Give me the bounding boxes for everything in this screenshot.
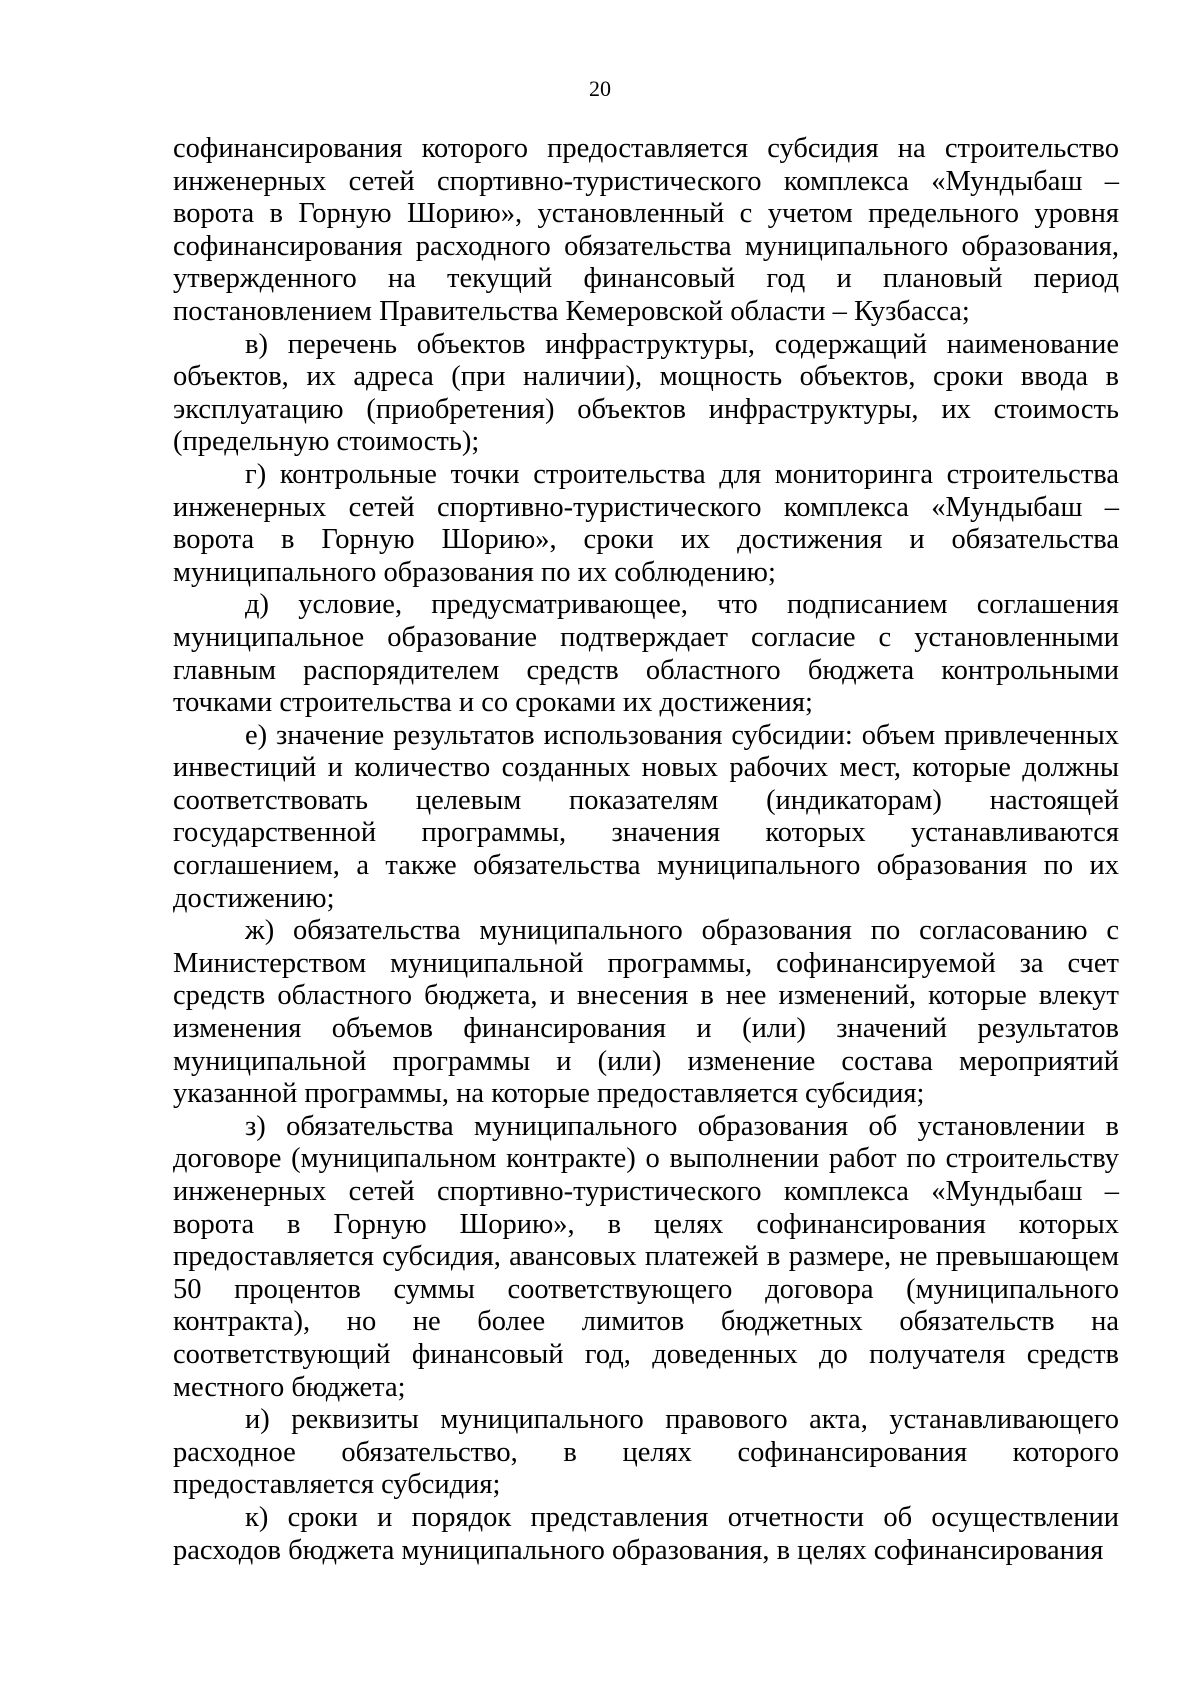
paragraph-item-z: з) обязательства муниципального образования об установлении в договоре (муниципальном контракте) о выполнении работ по строительству инженерных сетей спортивно-туристического комплекса «Мундыбаш – ворота в Горную Шорию», в целях софинансирования которых предоставляется субсидия, авансовых платежей в размере, не превышающем 50 процентов суммы соответствующего договора (муниципального контракта), но не более лимитов бюджетных обязательств на соответствующий финансовый год, доведенных до получателя средств местного бюджета; (173, 1110, 1119, 1403)
paragraph-item-v: в) перечень объектов инфраструктуры, содержащий наименование объектов, их адреса (при наличии), мощность объектов, сроки ввода в эксплуатацию (приобретения) объектов инфраструктуры, их стоимость (предельную стоимость); (173, 328, 1119, 458)
paragraph-item-d: д) условие, предусматривающее, что подписанием соглашения муниципальное образование подтверждает согласие с установленными главным распорядителем средств областного бюджета контрольными точками строительства и со сроками их достижения; (173, 589, 1119, 719)
paragraph-continuation: софинансирования которого предоставляется субсидия на строительство инженерных сетей спортивно-туристического комплекса «Мундыбаш – ворота в Горную Шорию», установленный с учетом предельного уровня софинансирования расходного обязательства муниципального образования, утвержденного на текущий финансовый год и плановый период постановлением Правительства Кемеровской области – Кузбасса; (173, 133, 1119, 327)
paragraph-item-zh: ж) обязательства муниципального образования по согласованию с Министерством муниципальной программы, софинансируемой за счет средств областного бюджета, и внесения в нее изменений, которые влекут изменения объемов финансирования и (или) значений результатов муниципальной программы и (или) изменение состава мероприятий указанной программы, на которые предоставляется субсидия; (173, 915, 1119, 1110)
paragraph-item-e: е) значение результатов использования субсидии: объем привлеченных инвестиций и количество созданных новых рабочих мест, которые должны соответствовать целевым показателям (индикаторам) настоящей государственной программы, значения которых устанавливаются соглашением, а также обязательства муниципального образования по их достижению; (173, 719, 1119, 914)
document-body (173, 133, 1119, 1567)
paragraph-item-k: к) сроки и порядок представления отчетности об осуществлении расходов бюджета муниципального образования, в целях софинансирования (173, 1501, 1119, 1566)
page-number: 20 (589, 76, 611, 101)
paragraph-item-g: г) контрольные точки строительства для мониторинга строительства инженерных сетей спортивно-туристического комплекса «Мундыбаш – ворота в Горную Шорию», сроки их достижения и обязательства муниципального образования по их соблюдению; (173, 458, 1119, 588)
paragraph-item-i: и) реквизиты муниципального правового акта, устанавливающего расходное обязательство, в целях софинансирования которого предоставляется субсидия; (173, 1404, 1119, 1501)
